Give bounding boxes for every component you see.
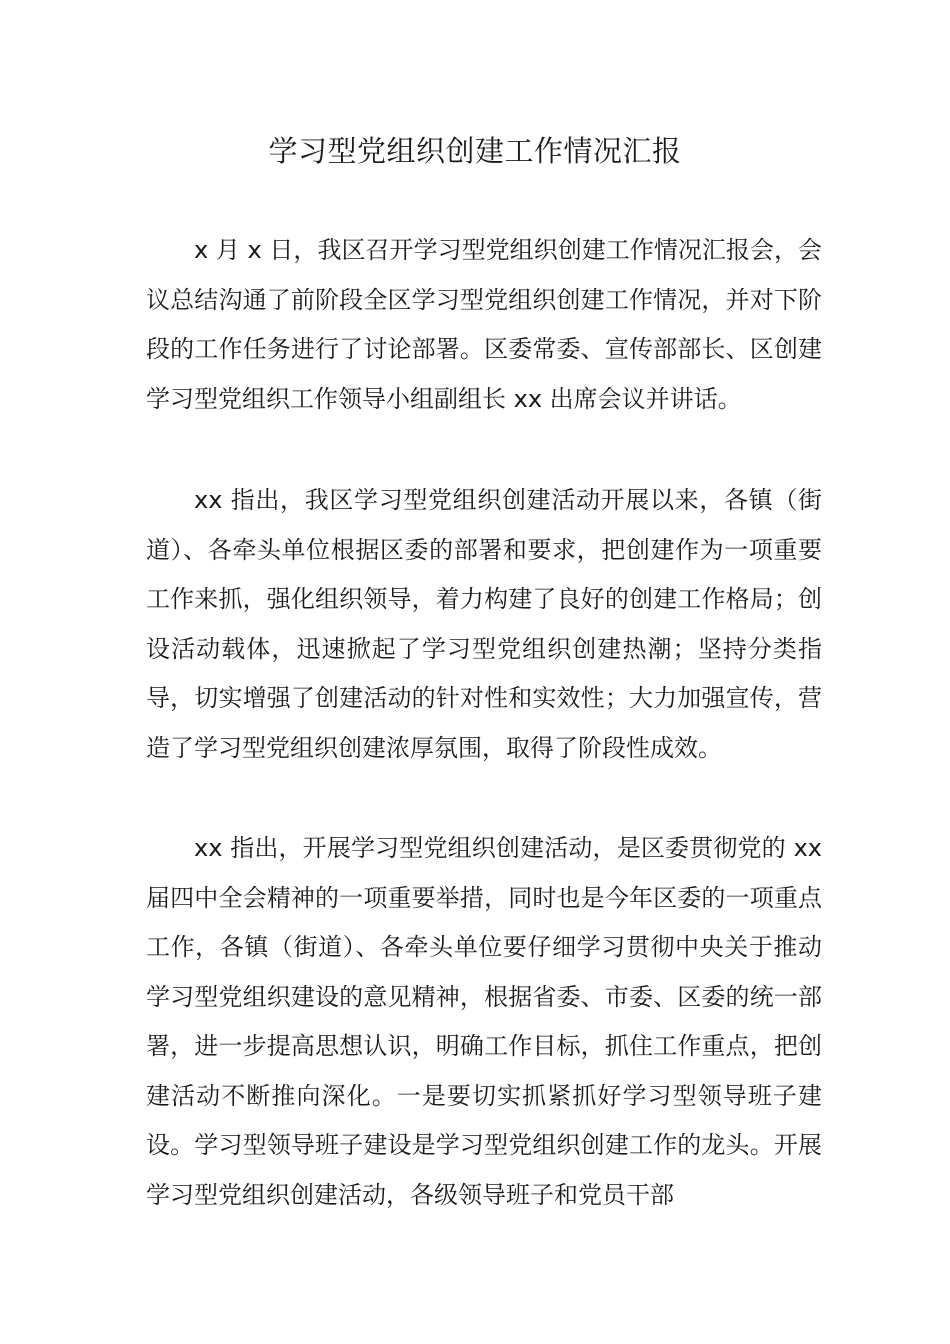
document-title: 学习型党组织创建工作情况汇报 — [268, 134, 682, 168]
paragraph-2: xx 指出，我区学习型党组织创建活动开展以来，各镇（街道）、各牵头单位根据区委的部署和要求，把创建作为一项重要工作来抓，强化组织领导，着力构建了良好的创建工作格局；创设活动载体，迅速掀起了学习型党组织创建热潮；坚持分类指导，切实增强了创建活动的针对性和实效性；大力加强宣传，营造了学习型党组织创建浓厚氛围，取得了阶段性成效。 — [146, 486, 822, 762]
paragraph-1: x 月 x 日，我区召开学习型党组织创建工作情况汇报会，会议总结沟通了前阶段全区学习型党组织创建工作情况，并对下阶段的工作任务进行了讨论部署。区委常委、宣传部部长、区创建学习型党组织工作领导小组副组长 xx 出席会议并讲话。 — [146, 236, 822, 413]
paragraph-3: xx 指出，开展学习型党组织创建活动，是区委贯彻党的 xx 届四中全会精神的一项重要举措，同时也是今年区委的一项重点工作，各镇（街道）、各牵头单位要仔细学习贯彻中央关于推动学习型党组织建设的意见精神，根据省委、市委、区委的统一部署，进一步提高思想认识，明确工作目标，抓住工作重点，把创建活动不断推向深化。一是要切实抓紧抓好学习型领导班子建设。学习型领导班子建设是学习型党组织创建工作的龙头。开展学习型党组织创建活动，各级领导班子和党员干部 — [146, 834, 822, 1209]
